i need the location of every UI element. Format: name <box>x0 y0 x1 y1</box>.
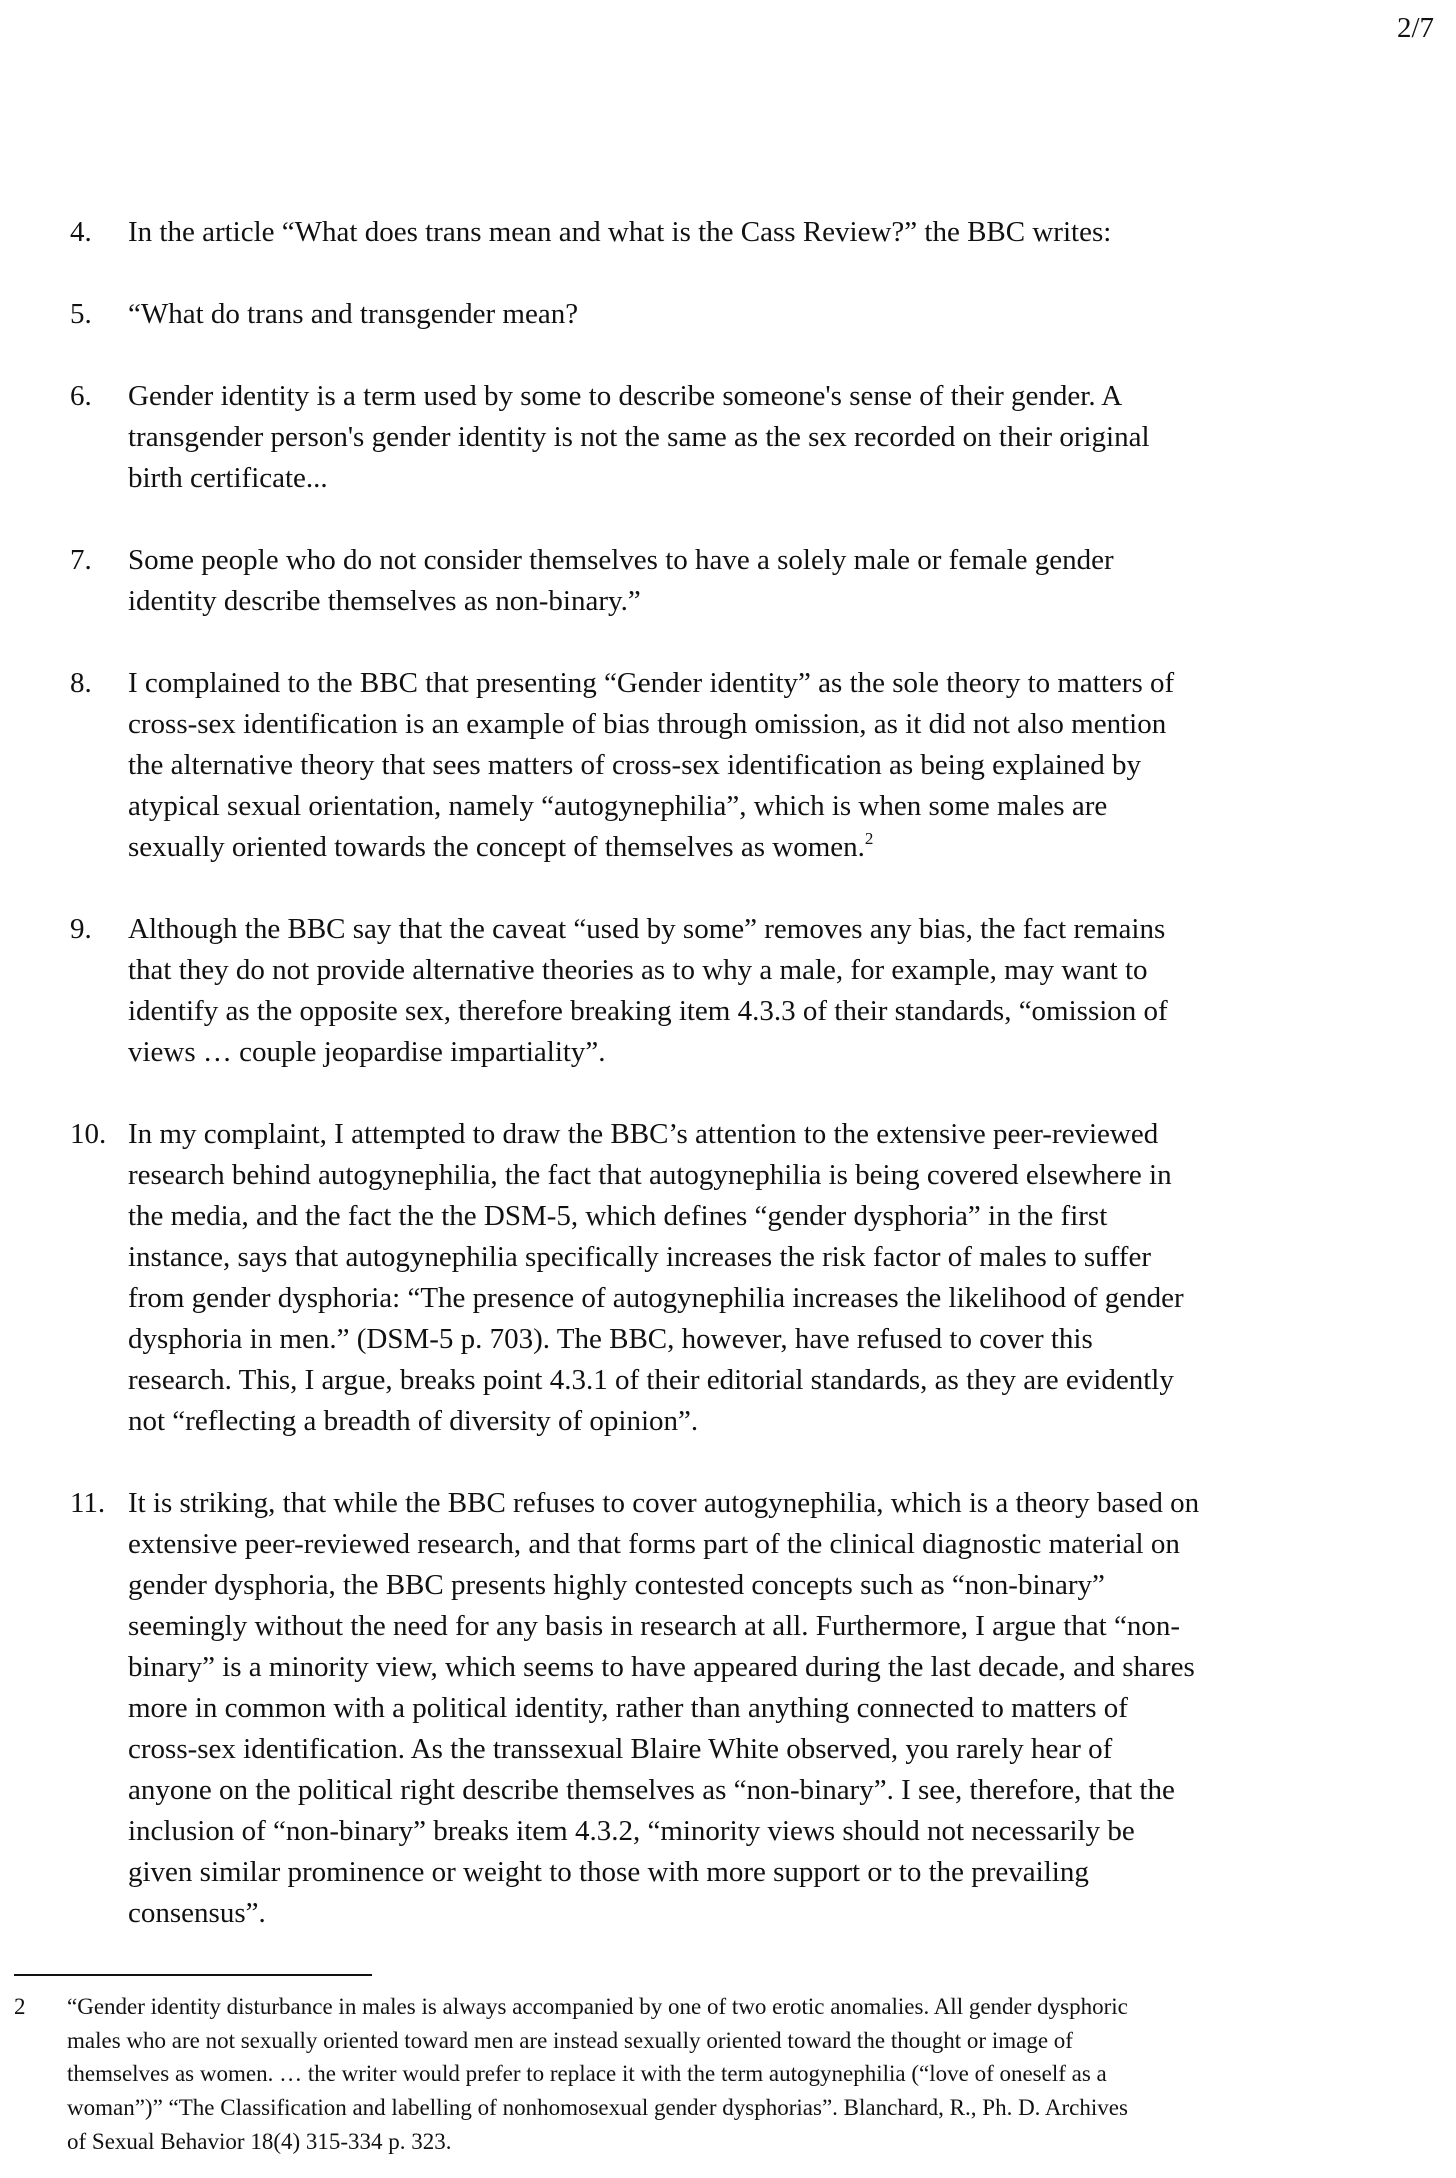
line-text: consensus”. <box>128 1897 266 1929</box>
line-text: more in common with a political identity, rather than anything connected to matters of <box>128 1692 1128 1724</box>
line-text: transgender person's gender identity is not the same as the sex recorded on their original <box>128 421 1150 453</box>
text-line <box>128 581 1456 622</box>
text-line <box>128 540 1456 581</box>
line-text: identity describe themselves as non-binary.” <box>128 585 641 617</box>
text-line <box>128 1524 1456 1565</box>
text-line <box>128 1114 1456 1155</box>
paragraph-text <box>128 663 1456 868</box>
line-text: anyone on the political right describe themselves as “non-binary”. I see, therefore, that the <box>128 1774 1175 1806</box>
footnote <box>0 1990 1456 2159</box>
numbered-paragraph <box>0 376 1456 499</box>
numbered-paragraph <box>0 294 1456 335</box>
paragraph-number: 5. <box>70 298 92 330</box>
text-line <box>128 1688 1456 1729</box>
text-line <box>128 1606 1456 1647</box>
line-text: research. This, I argue, breaks point 4.3.1 of their editorial standards, as they are evidently <box>128 1364 1174 1396</box>
text-line <box>128 1237 1456 1278</box>
line-text: cross-sex identification. As the transsexual Blaire White observed, you rarely hear of <box>128 1733 1113 1765</box>
line-text: from gender dysphoria: “The presence of autogynephilia increases the likelihood of gender <box>128 1282 1184 1314</box>
line-text: birth certificate... <box>128 462 328 494</box>
numbered-paragraph <box>0 540 1456 622</box>
paragraph-text <box>128 1483 1456 1934</box>
text-line <box>128 1729 1456 1770</box>
text-line <box>128 950 1456 991</box>
text-line <box>128 663 1456 704</box>
text-line <box>128 1893 1456 1934</box>
text-line <box>128 1401 1456 1442</box>
text-line <box>128 1196 1456 1237</box>
text-line <box>128 827 1456 868</box>
page-number: 2/7 <box>1396 12 1434 44</box>
text-line <box>128 294 1456 335</box>
line-text: identify as the opposite sex, therefore breaking item 4.3.3 of their standards, “omission of <box>128 995 1168 1027</box>
line-text: atypical sexual orientation, namely “autogynephilia”, which is when some males are <box>128 790 1108 822</box>
line-text: extensive peer-reviewed research, and that forms part of the clinical diagnostic material on <box>128 1528 1180 1560</box>
paragraph-text <box>128 376 1456 499</box>
paragraph-number: 9. <box>70 913 92 945</box>
text-line <box>128 1565 1456 1606</box>
paragraph-number: 7. <box>70 544 92 576</box>
paragraph-text <box>128 212 1456 253</box>
footnote-line: themselves as women. … the writer would prefer to replace it with the term autogynephilia (“love of oneself as a <box>67 2061 1107 2087</box>
paragraph-number: 6. <box>70 380 92 412</box>
line-text: views … couple jeopardise impartiality”. <box>128 1036 606 1068</box>
line-text: dysphoria in men.” (DSM-5 p. 703). The BBC, however, have refused to cover this <box>128 1323 1093 1355</box>
line-text: seemingly without the need for any basis in research at all. Furthermore, I argue that “non- <box>128 1610 1180 1642</box>
document-body <box>0 212 1456 1975</box>
line-text: not “reflecting a breadth of diversity of opinion”. <box>128 1405 699 1437</box>
footnote-reference[interactable]: 2 <box>864 829 874 848</box>
numbered-paragraph <box>0 1483 1456 1934</box>
paragraph-number: 4. <box>70 216 92 248</box>
text-line <box>128 704 1456 745</box>
line-text: “What do trans and transgender mean? <box>128 298 579 330</box>
text-line <box>128 1647 1456 1688</box>
text-line <box>128 376 1456 417</box>
line-text: sexually oriented towards the concept of themselves as women. <box>128 831 865 863</box>
numbered-paragraph <box>0 212 1456 253</box>
footnote-line: “Gender identity disturbance in males is always accompanied by one of two erotic anomalies. All gender dysphoric <box>67 1994 1128 2019</box>
line-text: instance, says that autogynephilia specifically increases the risk factor of males to suffer <box>128 1241 1151 1273</box>
text-line <box>128 786 1456 827</box>
line-text: In my complaint, I attempted to draw the BBC’s attention to the extensive peer-reviewed <box>128 1118 1159 1150</box>
footnote-divider <box>14 1974 372 1976</box>
line-text: I complained to the BBC that presenting “Gender identity” as the sole theory to matters of <box>128 667 1175 699</box>
text-line <box>128 1155 1456 1196</box>
paragraph-text <box>128 1114 1456 1442</box>
line-text: given similar prominence or weight to those with more support or to the prevailing <box>128 1856 1089 1888</box>
text-line <box>128 1278 1456 1319</box>
text-line <box>128 212 1456 253</box>
paragraph-text <box>128 540 1456 622</box>
text-line <box>128 1770 1456 1811</box>
paragraph-number: 8. <box>70 667 92 699</box>
line-text: research behind autogynephilia, the fact that autogynephilia is being covered elsewhere in <box>128 1159 1172 1191</box>
text-line <box>128 417 1456 458</box>
line-text: gender dysphoria, the BBC presents highly contested concepts such as “non-binary” <box>128 1569 1105 1601</box>
footnote-line: of Sexual Behavior 18(4) 315-334 p. 323. <box>67 2128 452 2154</box>
line-text: binary” is a minority view, which seems to have appeared during the last decade, and shares <box>128 1651 1195 1683</box>
paragraph-text <box>128 294 1456 335</box>
footnote-number: 2 <box>14 1994 26 2019</box>
numbered-paragraph <box>0 909 1456 1073</box>
footnote-text <box>67 1990 1456 2159</box>
numbered-paragraph <box>0 663 1456 868</box>
text-line <box>128 745 1456 786</box>
line-text: cross-sex identification is an example of bias through omission, as it did not also mention <box>128 708 1167 740</box>
paragraph-number: 11. <box>70 1487 106 1519</box>
paragraph-text <box>128 909 1456 1073</box>
text-line <box>128 1483 1456 1524</box>
text-line <box>128 1360 1456 1401</box>
text-line <box>128 458 1456 499</box>
text-line <box>128 1319 1456 1360</box>
paragraph-number: 10. <box>70 1118 107 1150</box>
line-text: It is striking, that while the BBC refuses to cover autogynephilia, which is a theory based on <box>128 1487 1200 1519</box>
line-text: Gender identity is a term used by some to describe someone's sense of their gender. A <box>128 380 1123 412</box>
line-text: In the article “What does trans mean and what is the Cass Review?” the BBC writes: <box>128 216 1112 248</box>
line-text: the alternative theory that sees matters of cross-sex identification as being explained by <box>128 749 1142 781</box>
footnote-line: males who are not sexually oriented toward men are instead sexually oriented toward the thought or image of <box>67 2027 1073 2053</box>
text-line <box>128 1811 1456 1852</box>
line-text: the media, and the fact the the DSM-5, which defines “gender dysphoria” in the first <box>128 1200 1108 1232</box>
numbered-paragraph <box>0 1114 1456 1442</box>
text-line <box>128 991 1456 1032</box>
text-line <box>128 909 1456 950</box>
line-text: inclusion of “non-binary” breaks item 4.3.2, “minority views should not necessarily be <box>128 1815 1135 1847</box>
footnote-line: woman”)” “The Classification and labelling of nonhomosexual gender dysphorias”. Blanchard, R., Ph. D. Archives <box>67 2095 1128 2121</box>
text-line <box>128 1032 1456 1073</box>
line-text: that they do not provide alternative theories as to why a male, for example, may want to <box>128 954 1148 986</box>
line-text: Some people who do not consider themselves to have a solely male or female gender <box>128 544 1114 576</box>
text-line <box>128 1852 1456 1893</box>
line-text: Although the BBC say that the caveat “used by some” removes any bias, the fact remains <box>128 913 1166 945</box>
